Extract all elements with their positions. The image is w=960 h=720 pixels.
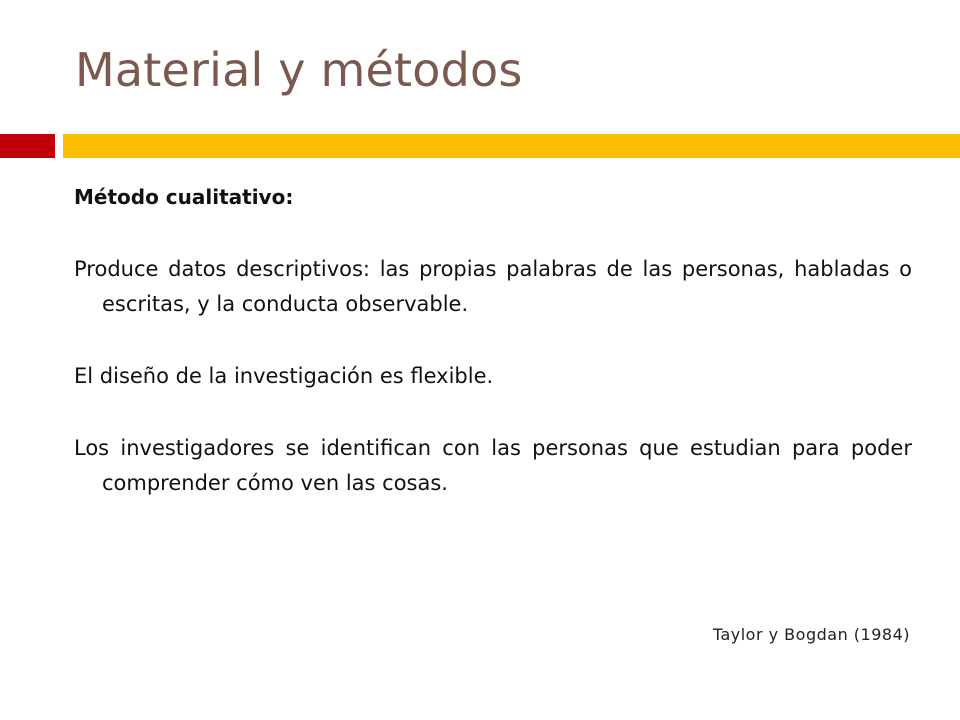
accent-bar-gold [63, 134, 960, 158]
slide-title: Material y métodos [75, 43, 523, 97]
paragraph-researchers-identify: Los investigadores se identifican con las personas que estudian para poder comprender cómo ven las cosas. [74, 436, 912, 495]
section-subheading: Método cualitativo: [74, 185, 294, 209]
slide-body [74, 180, 912, 538]
paragraph-flexible-design: El diseño de la investigación es flexible. [74, 364, 494, 388]
paragraph-descriptive-data: Produce datos descriptivos: las propias palabras de las personas, habladas o escritas, y la conducta observable. [74, 257, 912, 316]
citation: Taylor y Bogdan (1984) [712, 625, 910, 644]
accent-bar-red [0, 134, 55, 158]
